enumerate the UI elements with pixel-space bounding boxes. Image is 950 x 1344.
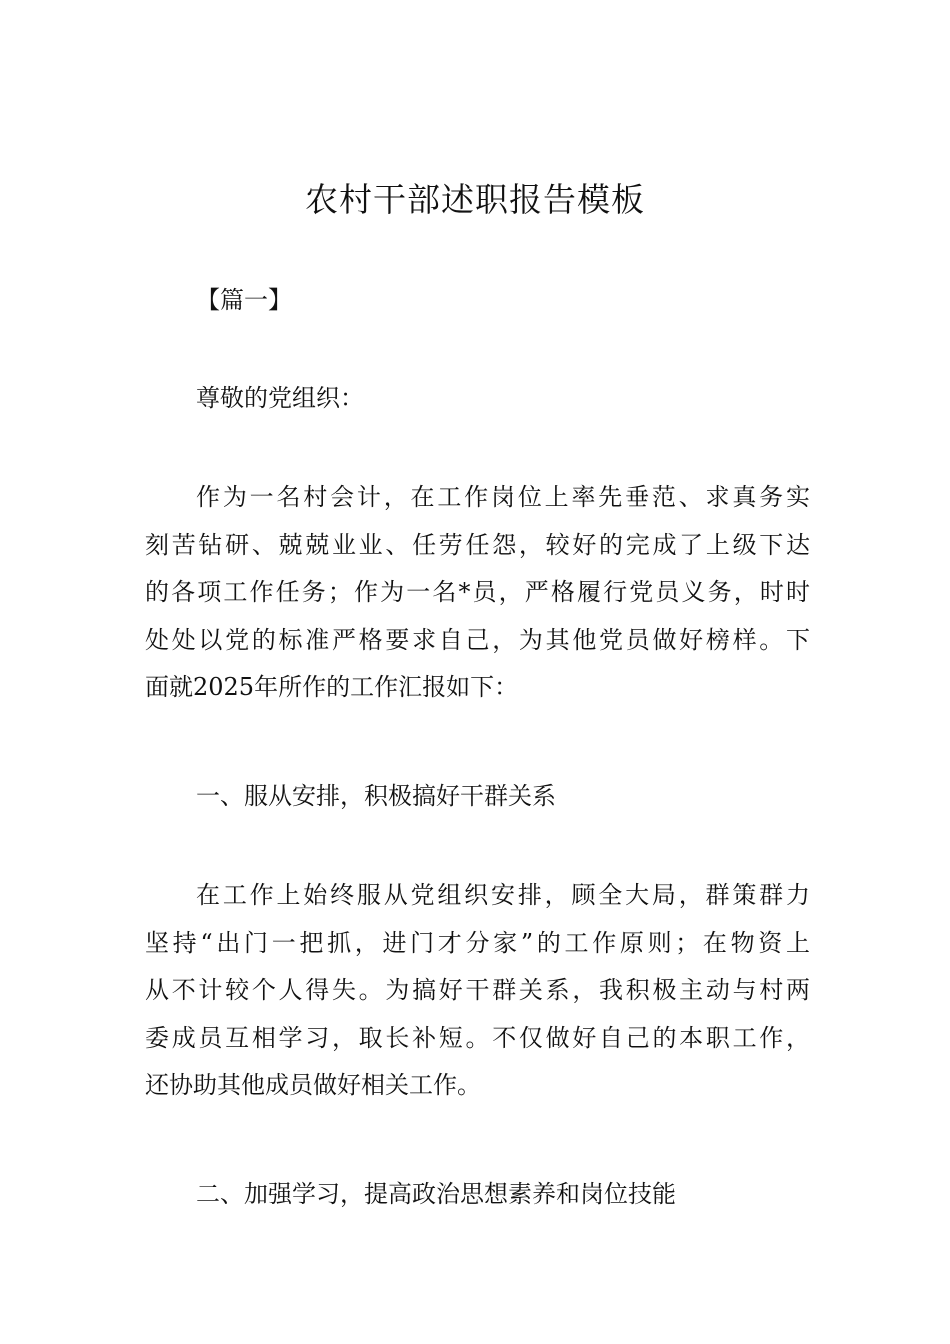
paragraph-line: 的各项工作任务；作为一名*员，严格履行党员义务，时时 [145,578,810,606]
section-heading-1: 一、服从安排，积极搞好干群关系 [196,782,556,810]
paragraph-line: 作为一名村会计，在工作岗位上率先垂范、求真务实 [196,483,810,511]
paragraph-line: 委成员互相学习，取长补短。不仅做好自己的本职工作， [145,1023,810,1052]
document-title: 农村干部述职报告模板 [305,180,645,219]
paragraph-line: 从不计较个人得失。为搞好干群关系，我积极主动与村两 [145,976,810,1004]
paragraph-2 [145,872,810,1110]
section-heading-2: 二、加强学习，提高政治思想素养和岗位技能 [196,1180,676,1208]
salutation: 尊敬的党组织： [196,384,364,412]
paragraph-1 [145,474,810,712]
paragraph-line: 刻苦钻研、兢兢业业、任劳任怨，较好的完成了上级下达 [145,530,810,559]
paragraph-line: 在工作上始终服从党组织安排，顾全大局，群策群力 [196,881,810,909]
paragraph-line: 面就2025年所作的工作汇报如下： [145,673,519,701]
paragraph-line: 还协助其他成员做好相关工作。 [145,1071,481,1099]
paragraph-line: 处处以党的标准严格要求自己，为其他党员做好榜样。下 [145,625,810,654]
section-label: 【篇一】 [196,286,292,314]
paragraph-line: 坚持“出门一把抓，进门才分家”的工作原则；在物资上 [145,928,810,957]
